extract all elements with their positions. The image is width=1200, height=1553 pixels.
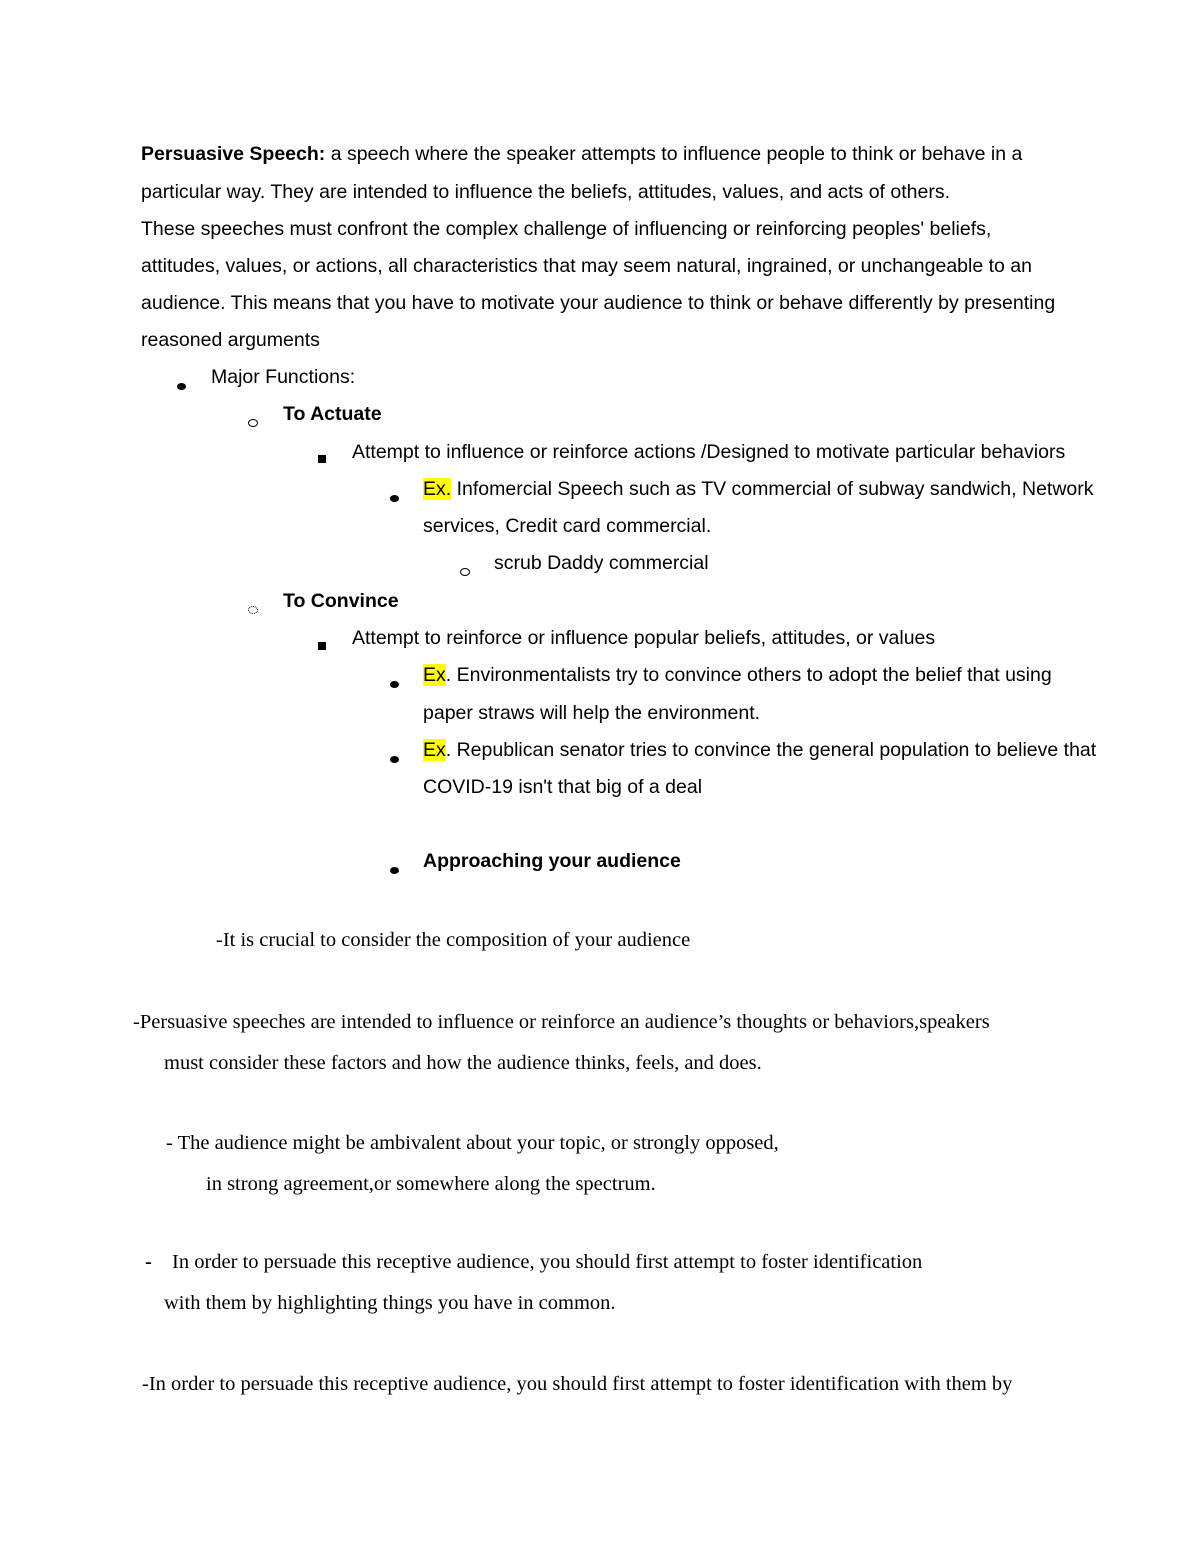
note-3-line-1: - The audience might be ambivalent about your topic, or strongly opposed, (166, 1132, 779, 1154)
bullet-circle-icon (248, 411, 258, 435)
bullet-dotted-circle-icon (248, 598, 258, 622)
convince-example-2-line-1 (423, 738, 1096, 762)
example-label-highlight: Ex (423, 739, 446, 761)
convince-example-1-text: . Environmentalists try to convince others to adopt the belief that using (445, 664, 1052, 686)
bullet-square-icon (318, 447, 326, 471)
definition-line-2: particular way. They are intended to influence the beliefs, attitudes, values, and acts of others. (141, 181, 951, 203)
bullet-dot-icon (390, 747, 399, 771)
bullet-dot-icon (177, 374, 186, 398)
major-functions-label: Major Functions: (211, 366, 356, 388)
term-label: Persuasive Speech: (141, 143, 326, 165)
convince-example-1-line-2: paper straws will help the environment. (423, 702, 761, 724)
note-4-line-2: with them by highlighting things you have in common. (164, 1292, 616, 1314)
paragraph-line-3: audience. This means that you have to motivate your audience to think or behave differently by presenting (141, 292, 1056, 314)
actuate-sub-item: scrub Daddy commercial (494, 552, 709, 574)
example-label-highlight: Ex (423, 664, 446, 686)
approaching-heading: Approaching your audience (423, 850, 681, 872)
paragraph-line-4: reasoned arguments (141, 329, 320, 351)
bullet-circle-icon (460, 560, 470, 584)
paragraph-line-1: These speeches must confront the complex challenge of influencing or reinforcing peoples' beliefs, (141, 218, 992, 240)
actuate-example-line-1 (423, 477, 1094, 501)
note-5: -In order to persuade this receptive audience, you should first attempt to foster identification with them by (142, 1373, 1013, 1395)
actuate-title: To Actuate (283, 403, 382, 425)
note-2-line-1: -Persuasive speeches are intended to influence or reinforce an audience’s thoughts or behaviors,speakers (133, 1011, 990, 1033)
actuate-example-text: Infomercial Speech such as TV commercial of subway sandwich, Network (451, 478, 1094, 500)
note-3-line-2: in strong agreement,or somewhere along the spectrum. (206, 1173, 656, 1195)
actuate-description: Attempt to influence or reinforce actions /Designed to motivate particular behaviors (352, 441, 1066, 463)
convince-example-1-line-1 (423, 663, 1052, 687)
bullet-dot-icon (390, 858, 399, 882)
definition-text: a speech where the speaker attempts to influence people to think or behave in a (325, 143, 1023, 165)
convince-description: Attempt to reinforce or influence popular beliefs, attitudes, or values (352, 627, 936, 649)
bullet-square-icon (318, 634, 326, 658)
note-4-dash: - (145, 1251, 152, 1273)
bullet-dot-icon (390, 672, 399, 696)
convince-example-2-text: . Republican senator tries to convince the general population to believe that (445, 739, 1097, 761)
definition-line-1 (141, 142, 1022, 166)
convince-example-2-line-2: COVID-19 isn't that big of a deal (423, 776, 703, 798)
paragraph-line-2: attitudes, values, or actions, all characteristics that may seem natural, ingrained, or unchangeable to an (141, 255, 1032, 277)
note-2-line-2: must consider these factors and how the audience thinks, feels, and does. (164, 1052, 762, 1074)
bullet-dot-icon (390, 486, 399, 510)
example-label-highlight: Ex. (423, 478, 452, 500)
actuate-example-line-2: services, Credit card commercial. (423, 515, 712, 537)
note-1: -It is crucial to consider the composition of your audience (216, 929, 691, 951)
convince-title: To Convince (283, 590, 399, 612)
note-4-line-1: In order to persuade this receptive audience, you should first attempt to foster identification (172, 1251, 923, 1273)
